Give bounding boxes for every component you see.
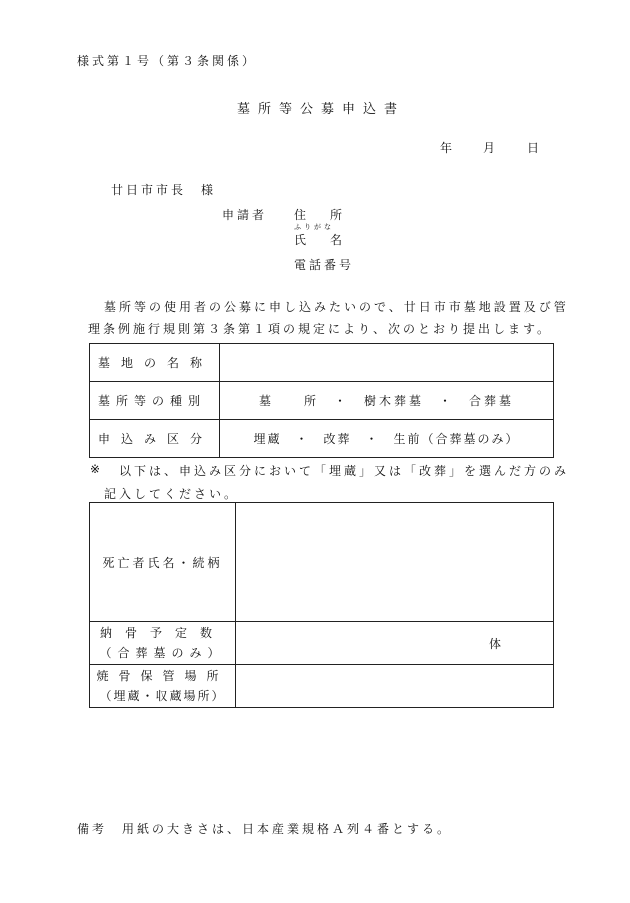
date-day-label: 日	[527, 141, 540, 155]
urns-label: 納骨予定数	[99, 626, 225, 640]
applicant-label: 申請者	[222, 208, 268, 222]
urns-row	[90, 622, 554, 665]
application-table	[89, 343, 554, 458]
form-number: 様式第１号（第３条関係）	[77, 54, 258, 68]
name-label: 氏 名	[294, 233, 343, 247]
cemetery-name-label: 墓地の名称	[90, 344, 220, 382]
addressee: 廿日市市長 様	[111, 183, 217, 197]
urns-label-note: （合葬墓のみ）	[99, 646, 226, 660]
cemetery-name-row	[90, 344, 554, 382]
storage-label-note: （埋蔵・収蔵場所）	[99, 689, 226, 703]
storage-row	[90, 665, 554, 708]
phone-label: 電話番号	[294, 258, 355, 272]
category-label: 申込み区分	[90, 420, 220, 458]
cemetery-name-field[interactable]	[220, 344, 554, 382]
type-options[interactable]: 墓 所 ・ 樹木葬墓 ・ 合葬墓	[220, 382, 554, 420]
category-options[interactable]: 埋蔵 ・ 改葬 ・ 生前（合葬墓のみ）	[220, 420, 554, 458]
urns-field[interactable]	[236, 622, 554, 665]
intro-line-1: 墓所等の使用者の公募に申し込みたいので、廿日市市墓地設置及び管	[104, 300, 569, 314]
address-label: 住 所	[294, 208, 343, 222]
furigana-label: ふりがな	[294, 223, 334, 231]
remarks: 備考 用紙の大きさは、日本産業規格Ａ列４番とする。	[77, 822, 453, 836]
storage-field[interactable]	[236, 665, 554, 708]
urns-label-cell	[90, 622, 236, 665]
note-mark: ※	[90, 462, 101, 476]
type-label: 墓所等の種別	[90, 382, 220, 420]
type-row	[90, 382, 554, 420]
urns-unit: 体	[489, 636, 502, 651]
intro-line-2: 理条例施行規則第３条第１項の規定により、次のとおり提出します。	[88, 322, 553, 336]
note-line-1: 以下は、申込み区分において「埋蔵」又は「改葬」を選んだ方のみ	[119, 464, 570, 478]
category-row	[90, 420, 554, 458]
note-line-2: 記入してください。	[104, 487, 240, 501]
deceased-field[interactable]	[236, 503, 554, 622]
page-title: 墓所等公募申込書	[237, 102, 406, 117]
date-year-label: 年	[440, 141, 453, 155]
date-month-label: 月	[483, 141, 496, 155]
deceased-row	[90, 503, 554, 622]
deceased-label: 死亡者氏名・続柄	[90, 503, 236, 622]
storage-label: 焼骨保管場所	[96, 669, 229, 683]
deceased-table	[89, 502, 554, 708]
storage-label-cell	[90, 665, 236, 708]
